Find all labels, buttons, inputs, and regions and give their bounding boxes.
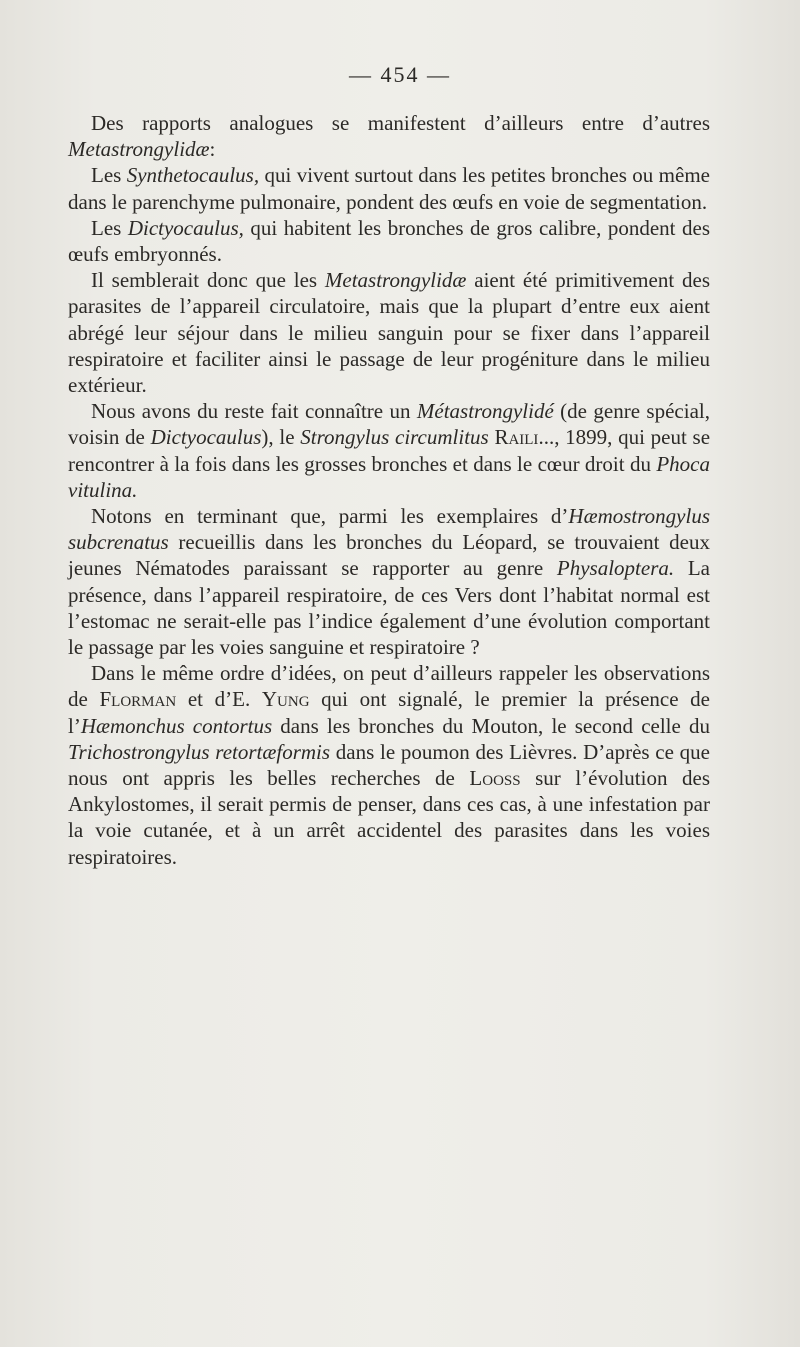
- paragraph: [68, 215, 710, 267]
- italic-term: Dictyocaulus: [150, 425, 262, 450]
- text-run: qui habitent les bronches de gros calibre, pondent des œufs embryonnés.: [68, 215, 711, 267]
- italic-term: Metastrongylidæ: [324, 268, 467, 293]
- italic-term: Dictyocaulus,: [127, 215, 244, 240]
- text-run: qui ont signalé, le premier la présence de l’: [68, 687, 711, 738]
- author-name: Yung: [261, 687, 310, 712]
- italic-term: Physaloptera.: [556, 556, 675, 581]
- text-run: (de genre spécial, voisin de: [68, 399, 710, 450]
- paragraph: [68, 398, 710, 503]
- paragraph: [68, 660, 710, 870]
- italic-term: Trichostrongylus retortæformis: [68, 739, 331, 764]
- author-name: Florman: [99, 687, 177, 712]
- page-number: — 454 —: [349, 62, 451, 87]
- text-run: Les: [91, 215, 128, 240]
- paragraph: [68, 162, 710, 214]
- text-run: La présence, dans l’appareil respiratoire, de ces Vers dont l’habitat normal est l’estomac ne serait-elle pas l’indice également d’une évolution comportant le passage par les voies sanguine et respiratoire ?: [68, 556, 710, 660]
- italic-term: Phoca vitulina.: [68, 451, 710, 502]
- text-run: Notons en terminant que, parmi les exemplaires d’: [91, 504, 569, 529]
- paragraph: [68, 110, 710, 162]
- author-name: Looss: [469, 766, 521, 791]
- italic-term: Métastrongylidé: [416, 399, 554, 424]
- text-run: recueillis dans les bronches du Léopard, se trouvaient deux jeunes Nématodes paraissant se rapporter au genre: [68, 530, 710, 581]
- text-run: Nous avons du reste fait connaître un: [91, 399, 417, 424]
- text-run: Dans le même ordre d’idées, on peut d’ailleurs rappeler les observations de: [68, 661, 710, 712]
- italic-term: Strongylus circumlitus: [300, 425, 489, 450]
- text-run: :: [209, 137, 216, 162]
- text-run: sur l’évolution des Ankylostomes, il serait permis de penser, dans ces cas, à une infestation par la voie cutanée, et à un arrêt accidentel des parasites dans les voies respiratoires.: [68, 766, 710, 869]
- text-run: Des rapports analogues se manifestent d’ailleurs entre d’autres: [91, 111, 710, 135]
- text-run: dans les bronches du Mouton, le second celle du: [272, 713, 710, 738]
- text-run: qui vivent surtout dans les petites bronches ou même dans le parenchyme pulmonaire, pondent des œufs en voie de segmentation.: [68, 163, 710, 214]
- text-run: et d’E.: [176, 687, 262, 712]
- italic-term: Metastrongylidæ: [68, 137, 210, 162]
- text-run: ), le: [261, 425, 301, 450]
- body-text: [68, 110, 710, 870]
- italic-term: Hæmostrongylus subcrenatus: [68, 504, 710, 555]
- italic-term: Synthetocaulus,: [126, 163, 260, 188]
- text-run: dans le poumon des Lièvres. D’après ce que nous ont appris les belles recherches de: [68, 739, 710, 791]
- paragraph: [68, 267, 710, 398]
- text-run: aient été primitivement des parasites de l’appareil circulatoire, mais que la plupart d’entre eux aient abrégé leur séjour dans le milieu sanguin pour se fixer dans l’appareil respiratoire et faciliter ainsi le passage de leur progéniture dans le milieu extérieur.: [68, 268, 710, 398]
- text-run: Il semblerait donc que les: [91, 268, 325, 293]
- italic-term: Hæmonchus contortus: [80, 713, 273, 738]
- text-run: Les: [91, 163, 127, 188]
- text-run: ..., 1899, qui peut se rencontrer à la fois dans les grosses bronches et dans le cœur droit du: [68, 425, 711, 476]
- author-name: Raili: [494, 425, 539, 450]
- paragraph: [68, 503, 710, 660]
